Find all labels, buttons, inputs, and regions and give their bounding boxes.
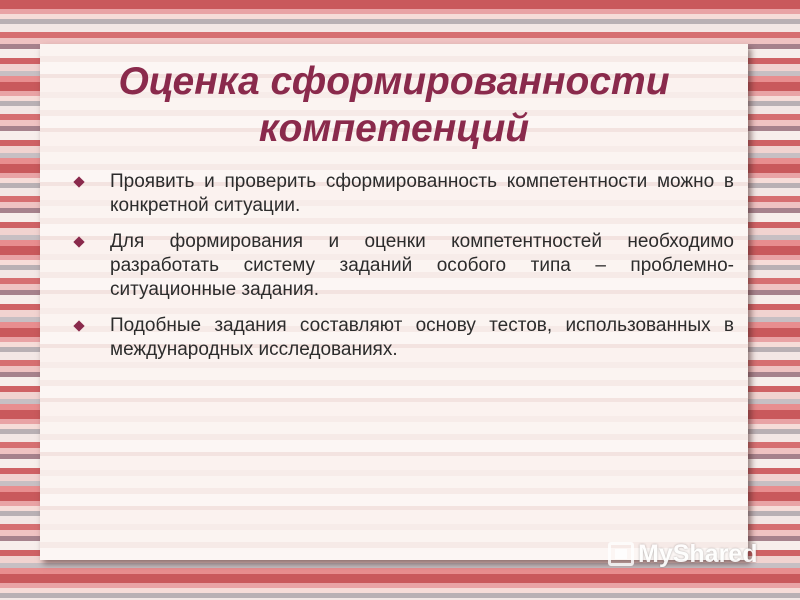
diamond-bullet-icon [73, 176, 84, 187]
bullet-item [70, 314, 734, 362]
slide-title: Оценка сформированности компетенций [118, 60, 670, 150]
bullet-text: Для формирования и оценки компетентностей необходимо разработать систему заданий особого типа – проблемно-ситуационные задания. [110, 231, 734, 300]
watermark-text: MyShared [638, 539, 758, 568]
bullet-item [70, 170, 734, 218]
bullet-item [70, 230, 734, 302]
watermark-logo [608, 538, 757, 570]
bullet-text: Проявить и проверить сформированность компетентности можно в конкретной ситуации. [110, 171, 734, 216]
slide-panel [40, 44, 748, 560]
bullet-list [70, 170, 734, 374]
projector-screen-icon [608, 542, 634, 566]
diamond-bullet-icon [73, 320, 84, 331]
bullet-text: Подобные задания составляют основу тестов, использованных в международных исследованиях. [110, 315, 734, 360]
diamond-bullet-icon [73, 236, 84, 247]
